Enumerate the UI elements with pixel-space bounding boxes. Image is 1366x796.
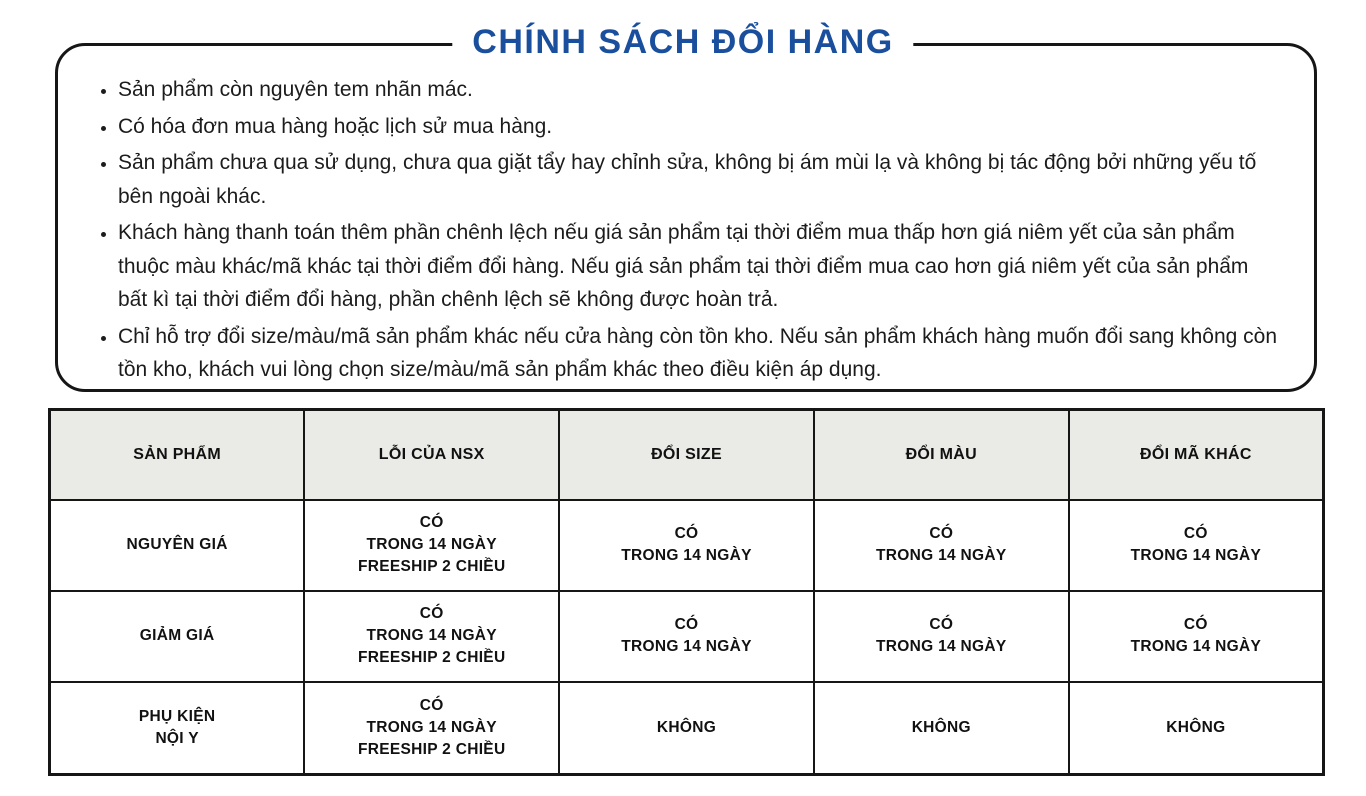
policy-bullet-list: [58, 46, 1314, 387]
table-cell: [814, 682, 1069, 775]
table-cell: [50, 682, 305, 775]
cell-line: CÓ: [419, 605, 444, 622]
table-row-giam-gia: [50, 591, 1324, 682]
cell-line: TRONG 14 NGÀY: [1130, 547, 1262, 564]
table-cell: [50, 500, 305, 591]
cell-line: PHỤ KIỆN: [138, 707, 216, 725]
table-header-row: [50, 410, 1324, 500]
cell-line: FREESHIP 2 CHIỀU: [357, 558, 506, 575]
exchange-policy-table: [48, 408, 1325, 776]
table-cell: [559, 500, 814, 591]
policy-bullet: • Có hóa đơn mua hàng hoặc lịch sử mua hàng.: [118, 110, 1280, 144]
table-cell: [304, 591, 559, 682]
cell-line: TRONG 14 NGÀY: [366, 718, 497, 736]
header-cell-san-pham: SẢN PHẨM: [50, 410, 305, 500]
table-cell: [559, 591, 814, 682]
header-cell-doi-size: ĐỔI SIZE: [559, 410, 814, 500]
cell-line: NGUYÊN GIÁ: [126, 536, 228, 553]
table-cell: [559, 682, 814, 775]
cell-line: CÓ: [929, 616, 954, 633]
cell-line: KHÔNG: [911, 718, 971, 736]
policy-bullet: • Chỉ hỗ trợ đổi size/màu/mã sản phẩm khác nếu cửa hàng còn tồn kho. Nếu sản phẩm khách hàng muốn đổi sang không còn tồn kho, khách vui lòng chọn size/màu/mã sản phẩm khác theo điều kiện áp dụng.: [118, 320, 1280, 387]
table-cell: [1069, 591, 1324, 682]
cell-line: KHÔNG: [1166, 718, 1226, 736]
table-cell: [1069, 500, 1324, 591]
cell-line: CÓ: [674, 616, 699, 633]
policy-bullet: • Sản phẩm chưa qua sử dụng, chưa qua giặt tẩy hay chỉnh sửa, không bị ám mùi lạ và không bị tác động bởi những yếu tố bên ngoài khác.: [118, 146, 1280, 213]
table-row-phu-kien-noi-y: [50, 682, 1324, 775]
table-cell: [1069, 682, 1324, 775]
policy-bullet: • Khách hàng thanh toán thêm phần chênh lệch nếu giá sản phẩm tại thời điểm mua thấp hơn giá niêm yết của sản phẩm thuộc màu khác/mã khác tại thời điểm đổi hàng. Nếu giá sản phẩm tại thời điểm mua cao hơn giá niêm yết của sản phẩm bất kì tại thời điểm đổi hàng, phần chênh lệch sẽ không được hoàn trả.: [118, 216, 1280, 317]
cell-line: CÓ: [419, 514, 444, 531]
header-cell-doi-ma-khac: ĐỔI MÃ KHÁC: [1069, 410, 1324, 500]
table-cell: [50, 591, 305, 682]
cell-line: CÓ: [929, 525, 954, 542]
header-cell-loi-cua-nsx: LỖI CỦA NSX: [304, 410, 559, 500]
cell-line: CÓ: [1183, 616, 1208, 633]
table-cell: [814, 591, 1069, 682]
cell-line: FREESHIP 2 CHIỀU: [357, 649, 506, 666]
policy-bullet: • Sản phẩm còn nguyên tem nhãn mác.: [118, 73, 1280, 107]
cell-line: TRONG 14 NGÀY: [876, 638, 1007, 655]
cell-line: CÓ: [674, 525, 699, 542]
cell-line: CÓ: [419, 696, 444, 714]
cell-line: TRONG 14 NGÀY: [621, 547, 752, 564]
cell-line: TRONG 14 NGÀY: [366, 536, 497, 553]
cell-line: KHÔNG: [656, 718, 717, 736]
page-title: CHÍNH SÁCH ĐỔI HÀNG: [452, 20, 913, 64]
cell-line: TRONG 14 NGÀY: [366, 627, 497, 644]
cell-line: FREESHIP 2 CHIỀU: [357, 740, 506, 758]
cell-line: TRONG 14 NGÀY: [876, 547, 1007, 564]
header-cell-doi-mau: ĐỔI MÀU: [814, 410, 1069, 500]
cell-line: CÓ: [1183, 525, 1208, 542]
policy-box: [55, 43, 1317, 392]
cell-line: NỘI Y: [155, 729, 199, 747]
table-cell: [304, 500, 559, 591]
cell-line: TRONG 14 NGÀY: [1130, 638, 1262, 655]
table-cell: [814, 500, 1069, 591]
table-cell: [304, 682, 559, 775]
cell-line: TRONG 14 NGÀY: [621, 638, 752, 655]
cell-line: GIẢM GIÁ: [139, 627, 215, 644]
table-row-nguyen-gia: [50, 500, 1324, 591]
